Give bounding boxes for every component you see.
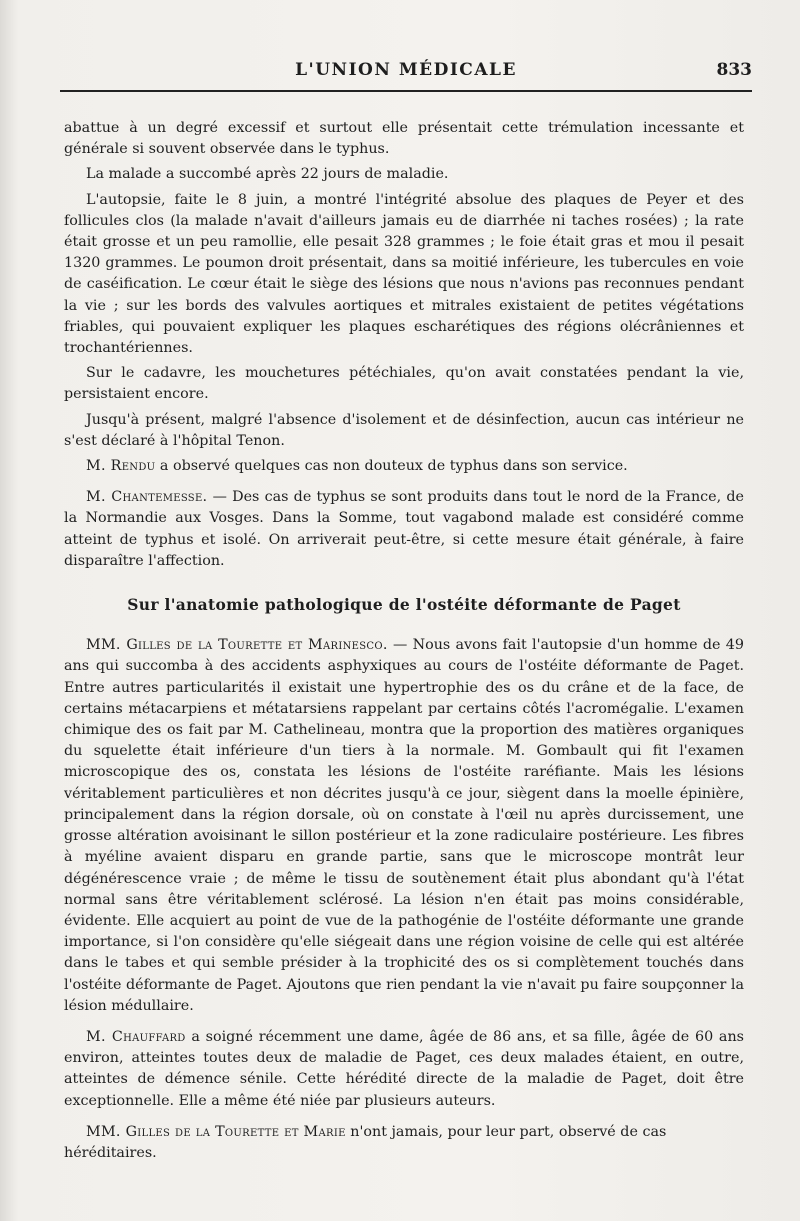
- speaker-text: — Nous avons fait l'autopsie d'un homme de 49 ans qui succomba à des accidents asphyxiques au cours de l'ostéite déformante de Paget. Entre autres particularités il existait une hypertrophie des os du crâne et de la face, de certains métacarpiens et métatarsiens rappelant par certains côtés l'acromégalie. L'examen chimique des os fait par M. Cathelineau, montra que la proportion des matières organiques du squelette était inférieure d'un tiers à la normale. M. Gombault qui fit l'examen microscopique des os, constata les lésions de l'ostéite raréfiante. Mais les lésions véritablement particulières et non décrites jusqu'à ce jour, siègent dans la moelle épinière, principalement dans la région dorsale, où on constate à l'œil nu après durcissement, une grosse altération avoisinant le sillon postérieur et la zone radiculaire postérieure. Les fibres à myéline avaient disparu en grande partie, sans que le microscope montrât leur dégénérescence vraie ; de même le tissu de soutènement était plus abondant qu'à l'état normal sans être véritablement sclérosé. La lésion n'en était pas moins considérable, évidente. Elle acquiert au point de vue de la pathogénie de l'ostéite déformante une grande importance, si l'on considère qu'elle siégeait dans une région voisine de celle qui est altérée dans le tabes et qui semble présider à la trophicité des os si complètement touchés dans l'ostéite déformante de Paget. Ajoutons que rien pendant la vie n'avait pu faire soupçonner la lésion médullaire.: [64, 637, 744, 1014]
- paragraph-autopsy: L'autopsie, faite le 8 juin, a montré l'intégrité absolue des plaques de Peyer et des follicules clos (la malade n'avait d'ailleurs jamais eu de diarrhée ni taches rosées) ; la rate était grosse et un peu ramollie, elle pesait 328 grammes ; le foie était gras et mou il pesait 1320 grammes. Le poumon droit présentait, dans sa moitié inférieure, les tubercules en voie de caséification. Le cœur était le siège des lésions que nous n'avions pas reconnues pendant la vie ; sur les bords des valvules aortiques et mitrales existaient de petites végétations friables, qui pouvaient expliquer les plaques escharétiques des régions olécrâniennes et trochantériennes.: [64, 191, 744, 357]
- paragraph-gilles-marie: [64, 1122, 744, 1164]
- article-body: [64, 118, 744, 1164]
- speaker-text: — Des cas de typhus se sont produits dans tout le nord de la France, de la Normandie aux Vosges. Dans la Somme, tout vagabond malade est considéré comme atteint de typhus et isolé. On arriverait peut-être, si cette mesure était générale, à faire disparaître l'affection.: [64, 489, 744, 569]
- page-header: [60, 56, 752, 96]
- speaker-text: a observé quelques cas non douteux de typhus dans son service.: [155, 458, 628, 475]
- speaker-name: M. Chauffard: [86, 1028, 186, 1045]
- paragraph-rendu: [64, 456, 744, 477]
- page-number: 833: [716, 60, 752, 80]
- paragraph-death: La malade a succombé après 22 jours de maladie.: [86, 166, 449, 183]
- speaker-name: MM. Gilles de la Tourette et Marinesco.: [86, 637, 388, 654]
- header-rule: [60, 90, 752, 92]
- speaker-name: M. Rendu: [86, 458, 156, 475]
- paragraph-gilles-marinesco: [64, 635, 744, 1017]
- running-title: L'UNION MÉDICALE: [295, 60, 517, 80]
- speaker-name: M. Chantemesse.: [86, 489, 208, 506]
- speaker-name: MM. Gilles de la Tourette et Marie: [86, 1123, 346, 1140]
- section-title: Sur l'anatomie pathologique de l'ostéite déformante de Paget: [127, 595, 681, 615]
- paragraph-chauffard: [64, 1027, 744, 1112]
- paragraph-cadaver: Sur le cadavre, les mouchetures pétéchiales, qu'on avait constatées pendant la vie, persistaient encore.: [64, 365, 744, 403]
- speaker-text: n'ont jamais, pour leur part, observé de cas héréditaires.: [64, 1123, 667, 1161]
- paragraph-isolation: Jusqu'à présent, malgré l'absence d'isolement et de désinfection, aucun cas intérieur ne s'est déclaré à l'hôpital Tenon.: [64, 411, 744, 449]
- speaker-text: a soigné récemment une dame, âgée de 86 ans, et sa fille, âgée de 60 ans environ, atteintes toutes deux de maladie de Paget, ces deux malades étaient, en outre, atteintes de démence sénile. Cette hérédité directe de la maladie de Paget, doit être exceptionnelle. Elle a même été niée par plusieurs auteurs.: [64, 1028, 745, 1109]
- paragraph-chantemesse: [64, 487, 744, 572]
- paragraph-case-continuation: abattue à un degré excessif et surtout elle présentait cette trémulation incessante et générale si souvent observée dans le typhus.: [64, 120, 744, 158]
